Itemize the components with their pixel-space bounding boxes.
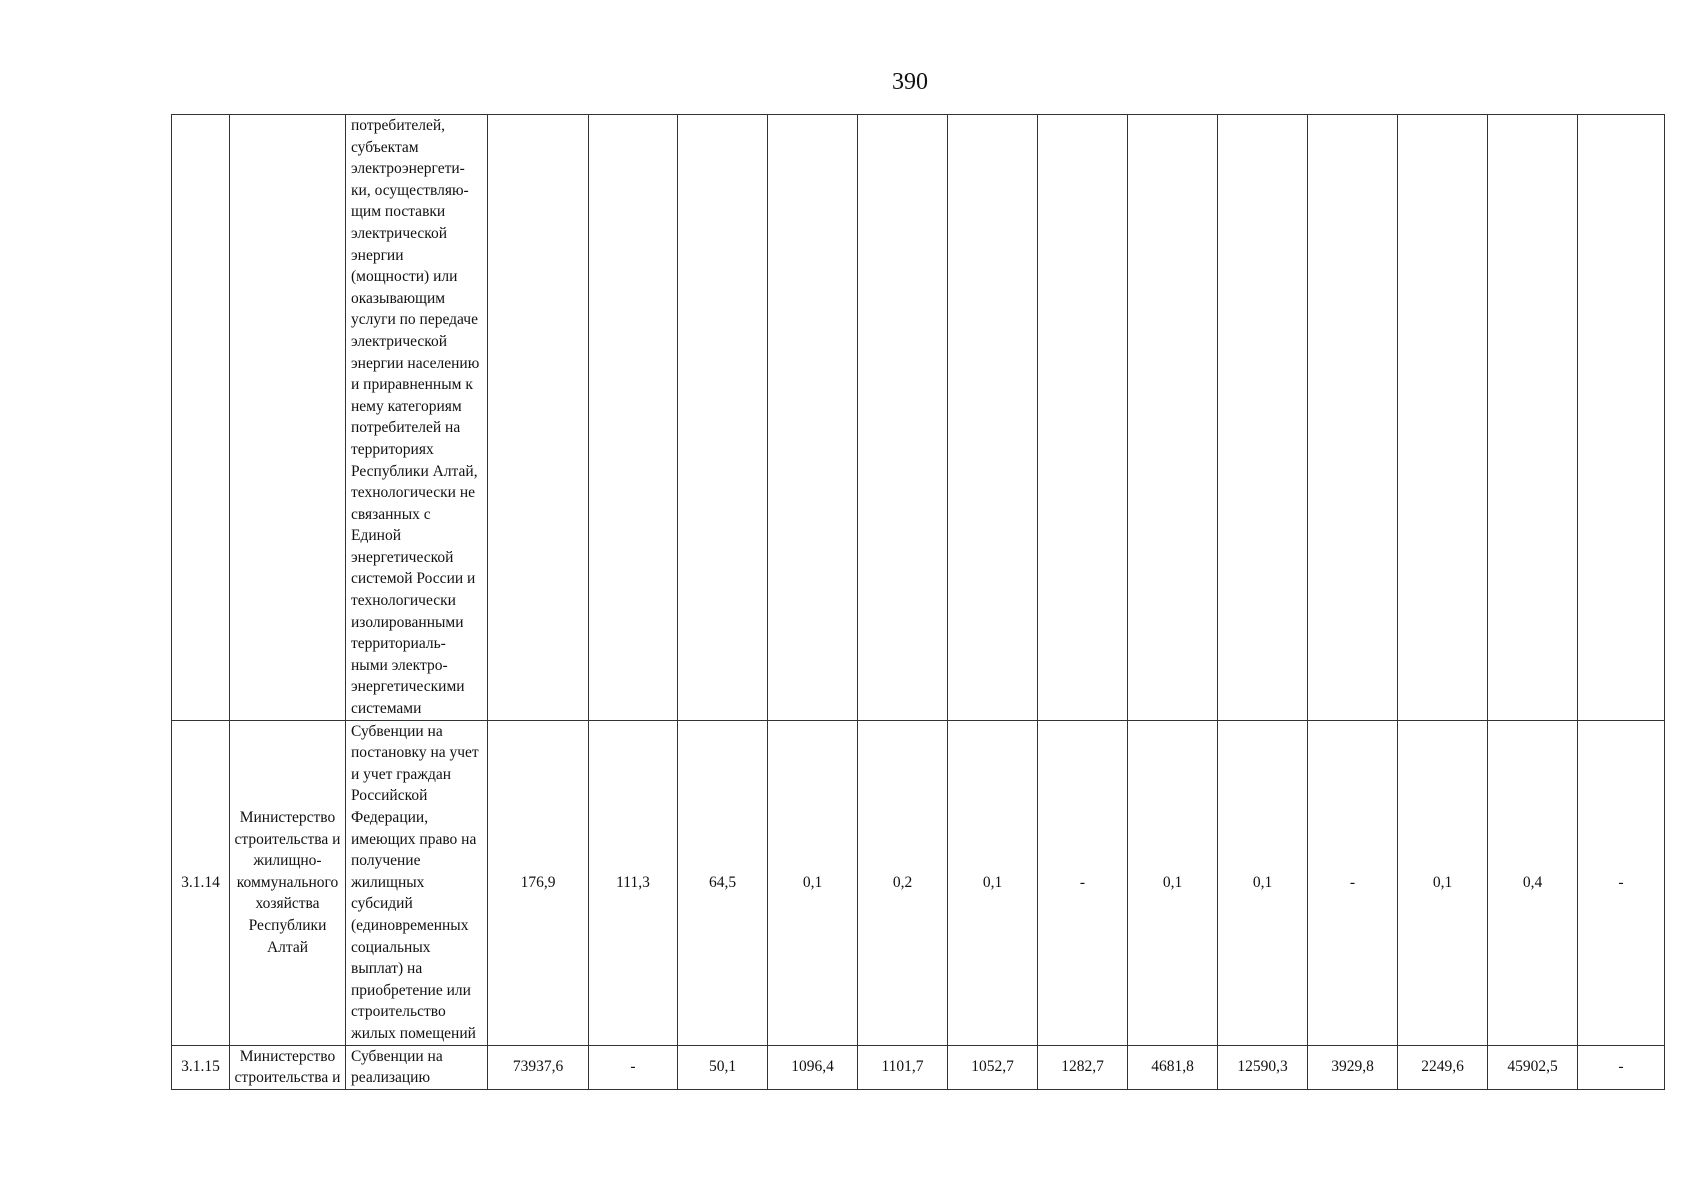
- value-cell: 12590,3: [1218, 1045, 1308, 1089]
- organization-cell: Министерство строительства и жилищно- коммунального хозяйства Республики Алтай: [230, 720, 346, 1045]
- value-cell: [678, 115, 768, 721]
- description-cell: Субвенции на постановку на учет и учет граждан Российской Федерации, имеющих право на получение жилищных субсидий (единовременных социальных выплат) на приобретение или строительство жилых помещений: [346, 720, 488, 1045]
- value-cell: 0,1: [1398, 720, 1488, 1045]
- table-row: [172, 1045, 1665, 1089]
- value-cell: [1308, 115, 1398, 721]
- value-cell: [858, 115, 948, 721]
- value-cell: -: [1578, 1045, 1665, 1089]
- value-cell: 3929,8: [1308, 1045, 1398, 1089]
- organization-cell: [230, 115, 346, 721]
- row-code-cell: 3.1.15: [172, 1045, 230, 1089]
- value-cell: -: [1308, 720, 1398, 1045]
- organization-cell: Министерство строительства и: [230, 1045, 346, 1089]
- value-cell: 0,1: [768, 720, 858, 1045]
- value-cell: [589, 115, 678, 721]
- value-cell: 1096,4: [768, 1045, 858, 1089]
- page-number: 390: [892, 69, 928, 95]
- table-row: [172, 720, 1665, 1045]
- value-cell: 1101,7: [858, 1045, 948, 1089]
- value-cell: [1488, 115, 1578, 721]
- value-cell: 1282,7: [1038, 1045, 1128, 1089]
- value-cell: [488, 115, 589, 721]
- value-cell: -: [1578, 720, 1665, 1045]
- value-cell: [948, 115, 1038, 721]
- value-cell: 1052,7: [948, 1045, 1038, 1089]
- value-cell: 111,3: [589, 720, 678, 1045]
- value-cell: 0,1: [1218, 720, 1308, 1045]
- budget-table: [171, 114, 1665, 1090]
- value-cell: -: [589, 1045, 678, 1089]
- value-cell: -: [1038, 720, 1128, 1045]
- description-cell: потребителей, субъектам электроэнергети- ки, осуществляю- щим поставки электрической энергии (мощности) или оказывающим услуги по передаче электрической энергии населению и приравненным к нему категориям потребителей на территориях Республики Алтай, технологически не связанных с Единой энергетической системой России и технологически изолированными территориаль- ными электро- энергетическими системами: [346, 115, 488, 721]
- row-code-cell: 3.1.14: [172, 720, 230, 1045]
- value-cell: 176,9: [488, 720, 589, 1045]
- value-cell: 0,1: [1128, 720, 1218, 1045]
- value-cell: 0,4: [1488, 720, 1578, 1045]
- value-cell: [1038, 115, 1128, 721]
- description-cell: Субвенции на реализацию: [346, 1045, 488, 1089]
- value-cell: 73937,6: [488, 1045, 589, 1089]
- value-cell: [1128, 115, 1218, 721]
- value-cell: 64,5: [678, 720, 768, 1045]
- table-row: [172, 115, 1665, 721]
- value-cell: 4681,8: [1128, 1045, 1218, 1089]
- value-cell: 0,1: [948, 720, 1038, 1045]
- value-cell: 0,2: [858, 720, 948, 1045]
- value-cell: [1218, 115, 1308, 721]
- value-cell: 45902,5: [1488, 1045, 1578, 1089]
- value-cell: [1398, 115, 1488, 721]
- value-cell: [768, 115, 858, 721]
- row-code-cell: [172, 115, 230, 721]
- value-cell: [1578, 115, 1665, 721]
- value-cell: 50,1: [678, 1045, 768, 1089]
- value-cell: 2249,6: [1398, 1045, 1488, 1089]
